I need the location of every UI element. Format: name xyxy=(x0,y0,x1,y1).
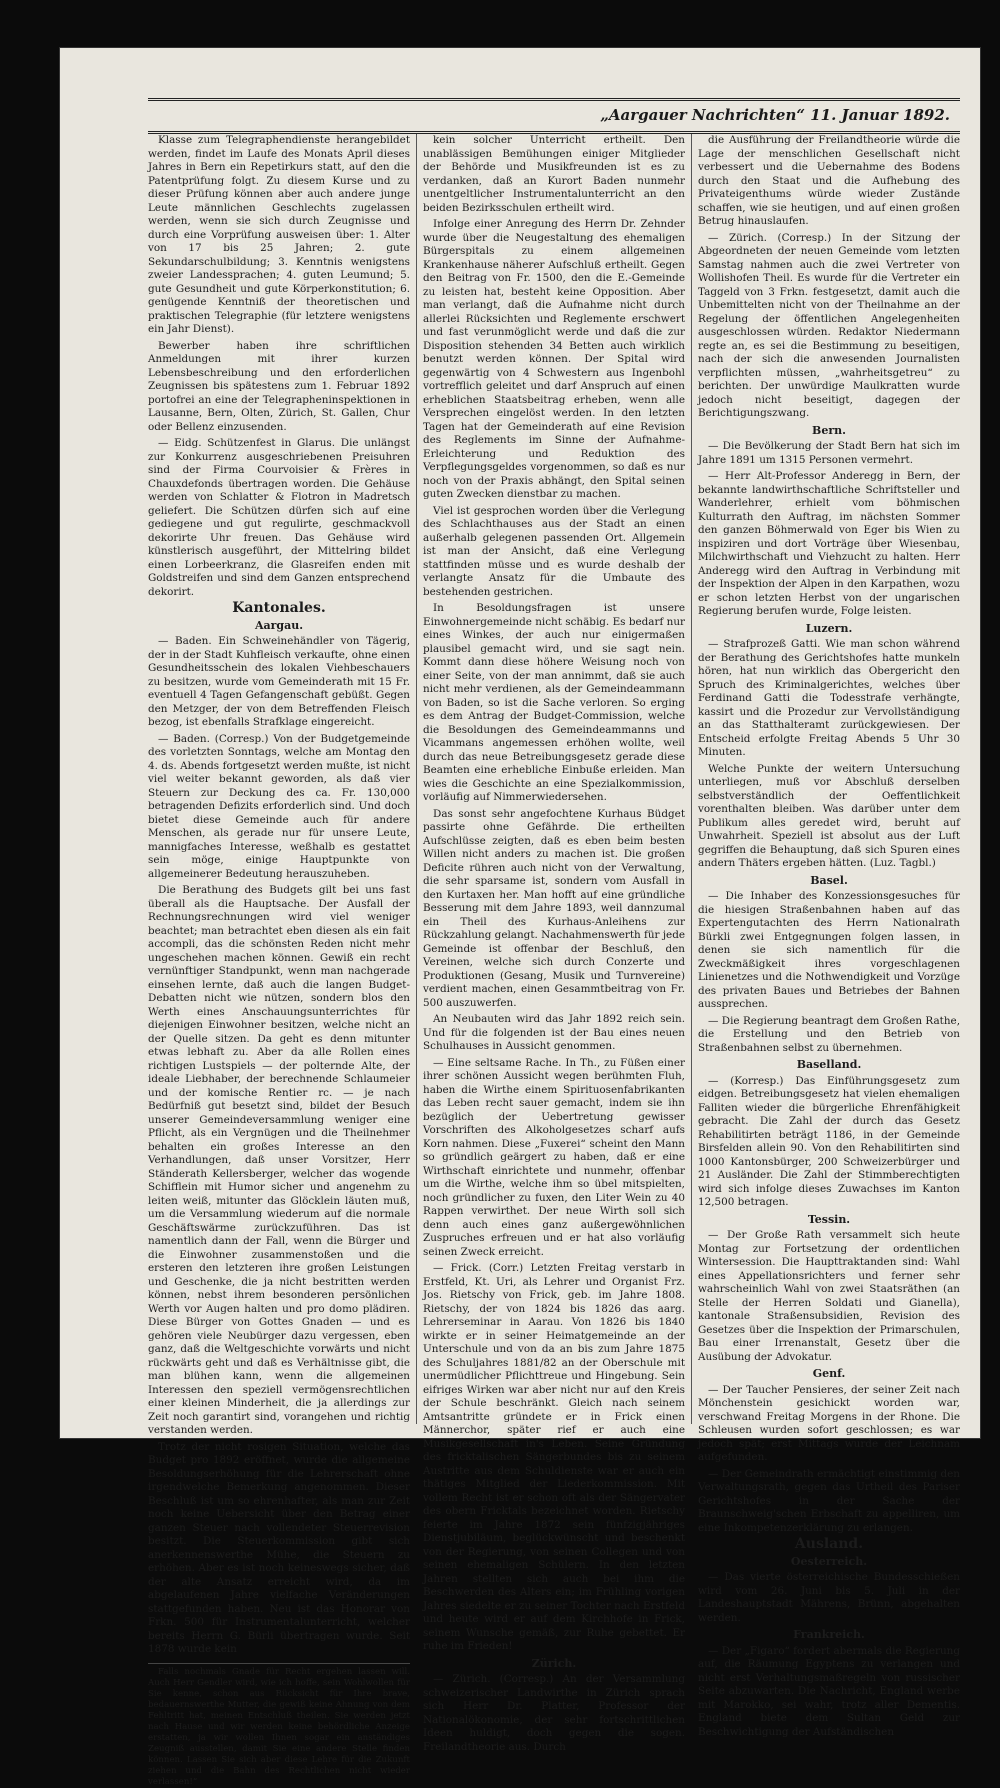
article-text: — Der Taucher Pensieres, der seiner Zeit nach Mönchenstein gesichickt worden war, verschwand Freitag Morgens in der Rhone. Die Schleusen wurden sofort geschlossen; es war jedoch spät; erst Mittags wurde der Leichnam aufgefunden. xyxy=(698,1383,960,1463)
section-heading-kantonales: Kantonales. xyxy=(232,600,326,616)
article-text: — Zürich. (Corresp.) An der Versammlung schweizerischer Landwirthe in Zürich sprach sich Herr Dr. Platter, Professor der Nationalökonomie, der sehr fortschrittlichen Ideen huldigt, doch gegen die sogen. Freilandtheorie aus. Durch xyxy=(423,1673,685,1753)
section-heading-aargau: Aargau. xyxy=(254,618,304,632)
section-heading-frankreich: Frankreich. xyxy=(793,1628,865,1641)
column-3 xyxy=(698,134,960,1738)
article-text: Bewerber haben ihre schriftlichen Anmeldungen mit ihrer kurzen Lebensbeschreibung und den erforderlichen Zeugnissen bis spätestens zum 1. Februar 1892 portofrei an eine der Telegrapheninspektionen in Lausanne, Bern, Olten, Zürich, St. Gallen, Chur oder Bellenz einzusenden. xyxy=(148,339,410,433)
article-text: — (Korresp.) Das Einführungsgesetz zum eidgen. Betreibungsgesetz hat vielen ehemaligen Falliten wieder die bürgerliche Ehrenfähigkeit gebracht. Die Zahl der durch das Gesetz Rehabilitirten beträgt 1186, in der Gemeinde Birsfelden allein 90. Von den Rehabilitirten sind 1000 Kantonsbürger, 200 Schweizerbürger und 21 Ausländer. Die Zahl der Stimmberechtigten wird sich infolge dieses Zuwachses im Kanton 12,500 betragen. xyxy=(698,1074,960,1208)
article-text: An Neubauten wird das Jahr 1892 reich sein. Und für die folgenden ist der Bau eines neuen Schulhauses in Aussicht genommen. xyxy=(423,1013,685,1052)
article-text: — Eidg. Schützenfest in Glarus. Die unlängst zur Konkurrenz ausgeschriebenen Preisuhren sind der Firma Courvoisier & Frères in Chauxdefonds übertragen worden. Die Gehäuse werden von Schlatter & Flotron in Madretsch geliefert. Die Schützen dürfen sich auf eine gediegene und gut regulirte, geschmackvoll dekorirte Uhr freuen. Das Gehäuse wird künstlerisch ausgeführt, der Mittelring bildet einen Lorbeerkranz, die Glasreifen enden mit Goldstreifen und sind dem Ganzen entsprechend dekorirt. xyxy=(148,437,410,598)
article-text: — Der Große Rath versammelt sich heute Montag zur Fortsetzung der ordentlichen Wintersession. Die Haupttraktanden sind: Wahl eines Appellationsrichters und ferner sehr wahrscheinlich Wahl von zwei Staatsräthen (an Stelle der Herren Soldati und Gianella), kantonale Straßensubsidien, Revision des Gesetzes über die Inspektion der Primarschulen, Bau einer Irrenanstalt, Gesetz über die Ausübung der Advokatur. xyxy=(698,1229,960,1363)
section-heading-baselland: Baselland. xyxy=(796,1058,862,1071)
section-heading-luzern: Luzern. xyxy=(805,621,853,635)
article-text: — Frick. (Corr.) Letzten Freitag verstarb in Erstfeld, Kt. Uri, als Lehrer und Organist Frz. Jos. Rietschy von Frick, geb. im Jahre 1808. Rietschy, der von 1824 bis 1826 das aarg. Lehrerseminar in Aarau. Von 1826 bis 1840 wirkte er in seiner Heimatgemeinde an der Unterschule und von da an bis zum Jahre 1875 des Schuljahres 1881/82 an der Oberschule mit unermüdlicher Pflichttreue und Hingebung. Sein eifriges Wirken war aber nicht nur auf den Kreis der Schule beschränkt. Gleich nach seinem Amtsantritte gründete er in Frick einen Männerchor, später rief er auch eine Musikgesellschaft in's Leben. Seine Gründung des fricktalischen Sängerbundes bis zu seinem Austritte aus dem Schuldienste war er auch ein thätiges Mitglied der Liederkommission. Mit vollem Recht ist er schon oft als der Sängervater des obern Fricktals bezeichnet worden. Rietschy feierte im Jahre 1872 sein fünfzigjähriges Dienstjubiläum, beglückwünscht und beschenkt von der Regierung, von seinen Collegen und von seinen ehemaligen Schülern. In den letzten Jahren stellten sich auch bei ihm die Beschwerden des Alters ein; im Frühling vorigen Jahres siedelte er zu seiner Tochter nach Erstfeld und heute wird er auf dem Kirchhofe in Frick, seinem Wunsche gemäß, zur Ruhe gebettet. Er ruhe im Frieden! xyxy=(423,1262,685,1652)
section-heading-bern: Bern. xyxy=(812,423,846,437)
masthead-title: „Aargauer Nachrichten“ 11. Januar 1892. xyxy=(600,106,950,124)
article-text: — Der „Figaro“ fordert abermals die Regierung auf, die Räumung Egyptens zu verlangen und nicht erst Verhaltungsmaßregeln von russischer Seite abzuwarten. Die Nachricht, England werbe mit Marokko, sei wahr, trotz aller Dementis. England biete dem Sultan Geld zur Beschwichtigung der Aufständischen xyxy=(698,1644,960,1738)
column-1 xyxy=(148,134,410,1787)
article-text: — Die Inhaber des Konzessionsgesuches für die hiesigen Straßenbahnen haben auf das Expertengutachten des Herrn Nationalrath Bürkli zwei Entgegnungen folgen lassen, in denen sie sich namentlich für die Zweckmäßigkeit ihres vorgeschlagenen Linienetzes und die Nothwendigkeit und Vorzüge des privaten Baues und Betriebes der Bahnen aussprechen. xyxy=(698,890,960,1010)
article-text: — Der Gemeindrath ermächtigt einstimmig den Verwaltungsrath, gegen das Urtheil des Pariser Gerichtshofes in der Sache der Braunschweig'schen Erbschaft zu appelliren, um eine Inkompetenzerklärung zu erlangen. xyxy=(698,1467,960,1534)
masthead xyxy=(148,98,960,134)
article-text: die Ausführung der Freilandtheorie würde die Lage der menschlichen Gesellschaft nicht verbessert und die Uebernahme des Bodens durch den Staat und die Aufhebung des Privateigenthums würde wieder Zustände schaffen, wie sie heutigen, und auf einen großen Betrug hinauslaufen. xyxy=(698,134,960,227)
article-text: Klasse zum Telegraphendienste herangebildet werden, findet im Laufe des Monats April dieses Jahres in Bern ein Repetirkurs statt, auf den die Patentprüfung folgt. Zu diesem Kurse und zu dieser Prüfung können aber auch andere junge Leute männlichen Geschlechts zugelassen werden, wenn sie sich durch Zeugnisse und durch eine Vorprüfung ausweisen über: 1. Alter von 17 bis 25 Jahren; 2. gute Sekundarschulbildung; 3. Kenntnis wenigstens zweier Landessprachen; 4. guten Leumund; 5. gute Gesundheit und gute Körperkonstitution; 6. genügende Kenntniß der theoretischen und praktischen Telegraphie (für letztere wenigstens ein Jahr Dienst). xyxy=(148,134,410,335)
article-text: In Besoldungsfragen ist unsere Einwohnergemeinde nicht schäbig. Es bedarf nur eines Winkes, der auch nur einigermaßen plausibel gemacht wird, und sie sagt nein. Kommt dann diese höhere Weisung noch von einer Seite, von der man annimmt, daß sie auch nicht mehr verdienen, als der Gemeindeammann von Baden, so ist die Sache verloren. So erging es dem Antrag der Budget-Commission, welche die Besoldungen des Gemeindeammanns und Vicammans angemessen erhöhen wollte, weil durch das neue Betreibungsgesetz gerade diese Beamten eine erhebliche Einbuße erleiden. Man wies die Geschichte an eine Spezialkommission, vorläufig auf Nimmerwiedersehen. xyxy=(423,602,685,803)
article-text: — Die Regierung beantragt dem Großen Rathe, die Erstellung und den Betrieb von Straßenbahnen selbst zu übernehmen. xyxy=(698,1014,960,1054)
feuilleton-text: Falls nochmals Gnade für Recht ergehen lassen will. Auch Herr Gendler wird, wie ich hoffe, sein Wohlwollen für Sie kenne, schon aus Rücksicht für Ihre brave, bedauernswerthe Mutter, die gewiß keine Ahnung von dem Fehltritt hat, meinen Entschluß theilen. Sie werden jetzt nach Hause und wir werden keine behördliche Anzeige erstatten, ja wir wollen Ihnen sogar ein anständiges Zeugniß ausstellen, damit Sie eine andere Stelle finden können. Lassen Sie sich aber diese Lehre für die Zukunft ziehen und die Bahn des Rechtlichen nicht wieder verlassen!“ xyxy=(148,1663,410,1788)
article-text: — Baden. Ein Schweinehändler von Tägerig, der in der Stadt Kuhfleisch verkaufte, ohne einen Gesundheitsschein des lokalen Viehbeschauers zu besitzen, wurde vom Gemeinderath mit 15 Fr. eventuell 4 Tagen Gefangenschaft gebüßt. Gegen den Metzger, der von dem Betreffenden Fleisch bezog, ist ebenfalls Strafklage eingereicht. xyxy=(148,635,410,728)
article-text: — Zürich. (Corresp.) In der Sitzung der Abgeordneten der neuen Gemeinde vom letzten Samstag nahmen auch die zwei Vertreter von Wollishofen Theil. Es wurde für die Vertreter ein Taggeld von 3 Frkn. festgesetzt, damit auch die Unbemittelten nicht von der Theilnahme an der Regelung der öffentlichen Angelegenheiten ausgeschlossen würden. Redaktor Niedermann regte an, es sei die Bestimmung zu beseitigen, nach der sich die anwesenden Journalisten verpflichten müssen, „wahrheitsgetreu“ zu berichten. Der unwürdige Maulkratten wurde jedoch nicht beseitigt, dagegen der Berichtigungszwang. xyxy=(698,231,960,419)
section-heading-basel: Basel. xyxy=(810,873,848,887)
article-text: Infolge einer Anregung des Herrn Dr. Zehnder wurde über die Neugestaltung des ehemaligen Bürgerspitals zu einem allgemeinen Krankenhause näherer Aufschluß ertheilt. Gegen den Beitrag von Fr. 1500, den die E.-Gemeinde zu leisten hat, besteht keine Opposition. Aber man verlangt, daß die Aufnahme nicht durch allerlei Rücksichten und Reglemente erschwert und fast verunmöglicht werde und daß die zur Disposition stehenden 34 Betten auch wirklich benutzt werden können. Der Spital wird gegenwärtig von 4 Schwestern aus Ingenbohl vortrefflich geleitet und darf Anspruch auf einen erheblichen Staatsbeitrag erheben, wenn alle Versprechen eingelöst werden. In den letzten Tagen hat der Gemeinderath auf eine Revision des Reglements im Sinne der Aufnahme-Erleichterung und Reduktion des Verpflegungsgeldes vorgenommen, so daß es nur noch von der Praxis abhängt, den Spital seinen guten Zwecken dienstbar zu machen. xyxy=(423,218,685,500)
section-heading-zurich: Zürich. xyxy=(531,1656,577,1670)
article-text: — Eine seltsame Rache. In Th., zu Füßen einer ihrer schönen Aussicht wegen berühmten Fluh, haben die Wirthe einem Spirituosenfabrikanten das Leben recht sauer gemacht, indem sie ihn bezüglich der Uebertretung gewisser Vorschriften des Alkoholgesetzes scharf aufs Korn nahmen. Diese „Fuxerei“ scheint den Mann so gründlich geärgert zu haben, daß er eine Wirthschaft einrichtete und nunmehr, offenbar um die Wirthe, welche ihm so übel mitspielten, noch gründlicher zu fuxen, den Liter Wein zu 40 Rappen verwirthet. Der neue Wirth soll sich denn auch eines ganz außergewöhnlichen Zuspruches erfreuen und er hat also vorläufig seinen Zweck erreicht. xyxy=(423,1056,685,1258)
section-heading-oesterreich: Oesterreich. xyxy=(790,1554,868,1568)
article-text: — Die Bevölkerung der Stadt Bern hat sich im Jahre 1891 um 1315 Personen vermehrt. xyxy=(698,440,960,466)
newspaper-page xyxy=(60,48,980,1787)
article-text: Das sonst sehr angefochtene Kurhaus Büdget passirte ohne Gefährde. Die ertheilten Aufschlüsse zeigten, daß es eben beim besten Willen nicht anders zu machen ist. Die großen Deficite rühren auch nicht von der Verwaltung, die sehr sparsame ist, sondern vom Ausfall in den Kurtaxen her. Man hofft auf eine gründliche Besserung mit dem Jahre 1893, weil dannzumal ein Theil des Kurhaus-Anleihens zur Rückzahlung gelangt. Nachahmenswerth für jede Gemeinde ist offenbar der Beschluß, den Vereinen, welche sich durch Conzerte und Produktionen (Gesang, Musik und Turnvereine) verdient machen, einen Gesammtbeitrag von Fr. 500 auszuwerfen. xyxy=(423,807,685,1009)
column-rule xyxy=(416,134,417,1424)
article-text: — Das vierte österreichische Bundesschießen wird vom 26. Juni bis 5. Juli in der Landeshauptstadt Mährens, Brünn, abgehalten werden. xyxy=(698,1571,960,1624)
page-content xyxy=(148,98,960,1787)
article-text: — Strafprozeß Gatti. Wie man schon während der Berathung des Gerichtshofes hatte munkeln hören, hat nun wirklich das Obergericht den Spruch des Kriminalgerichtes, welches über Ferdinand Gatti die Todesstrafe verhängte, kassirt und die Prozedur zur Vervollständigung an das Statthalteramt zurückgewiesen. Der Entscheid erfolgte Freitag Abends 5 Uhr 30 Minuten. xyxy=(698,638,960,758)
column-2 xyxy=(423,134,685,1753)
article-text: Die Berathung des Budgets gilt bei uns fast überall als die Hauptsache. Der Ausfall der Rechnungsrechnungen wird viel weniger beachtet; man betrachtet eben diesen als ein fait accompli, das die schönsten Reden nicht mehr ungeschehen machen können. Gewiß ein recht vernünftiger Standpunkt, wenn man nachgerade einsehen lernte, daß auch die langen Budget-Debatten nicht wie nützen, sondern blos den Werth eines Anschauungsunterrichtes für diejenigen Einwohner besitzen, welche nicht an der Quelle sitzen. Da geht es denn mitunter etwas lebhaft zu. Aber da alle Rollen eines richtigen Lustspiels — der polternde Alte, der ideale Liebhaber, der berechnende Schlaumeier und der komische Rentier rc. — je nach Bedürfniß gut besetzt sind, bildet der Besuch unserer Gemeindeversammlung weniger eine Pflicht, als ein Vergnügen und die Theilnehmer behalten ein großes Interesse an den Verhandlungen, daß unser Vorsitzer, Herr Ständerath Kellersberger, welcher das wogende Schifflein mit Humor sicher und angenehm zu leiten weiß, mitunter das Glöcklein läuten muß, um die Versammlung wiederum auf die normale Geschäftswärme zurückzuführen. Das ist namentlich dann der Fall, wenn die Bürger und die Einwohner zusammenstoßen und die ersteren den letzteren ihre großen Leistungen und Geschenke, die ja nicht bestritten werden können, nebst ihrem besonderen persönlichen Werth vor Augen halten und pro domo plädiren. Diese Bürger von Gottes Gnaden — und es gehören viele Neubürger dazu vergessen, eben ganz, daß die Weltgeschichte vorwärts und nicht rückwärts geht und daß es Verhältnisse gibt, die man blühen kann, wenn die allgemeinen Interessen den speziell vermögensrechtlichen einer kleinen Minderheit, die ja allerdings zur Zeit noch garantirt sind, vorangehen und richtig verstanden werden. xyxy=(148,884,410,1436)
column-rule xyxy=(691,134,692,1424)
section-heading-genf: Genf. xyxy=(812,1367,846,1380)
article-text: kein solcher Unterricht ertheilt. Den unablässigen Bemühungen einiger Mitglieder der Behörde und Musikfreunden ist es zu verdanken, daß an Kurort Baden nunmehr unentgeltlicher Instrumentalunterricht an den beiden Bezirksschulen ertheilt wird. xyxy=(423,134,685,214)
article-text: Trotz der nicht rosigen Situation, welche das Budget pro 1892 eröffnet, wurde die allgemeine Besoldungserhöhung für die Lehrerschaft ohne irgendwelche Bemerkung angenommen. Dieser Beschluß ist um so ehrenhafter, als man zur Zeit noch keine Uebersicht über den Betrag einer ganzen Steuer nach vollendeter Steuerrevision besitzt. Die Steuerkommission gibt sich anerkennenswerthe Mühe, die Steuern zu erhöhen. Aber es ist noch keineswegs sicher, daß der alte Ansatz erreicht wird, da im abgelaufenen Jahre vielfache Veränderungen stattgefunden haben. Neu ist das Honorar von Frkn. 500 für Instrumentalunterricht, welcher bereits Herrn G. Bürli übertragen wurde. Seit 1878 wurde kein xyxy=(148,1440,410,1655)
section-heading-tessin: Tessin. xyxy=(807,1212,851,1226)
article-text: — Baden. (Corresp.) Von der Budgetgemeinde des vorletzten Sonntags, welche am Montag den 4. ds. Abends fortgesetzt werden mußte, ist nicht viel weiter bekannt geworden, als daß vier Steuern zur Deckung des ca. Fr. 130,000 betragenden Defizits erforderlich sind. Und doch bietet diese Gemeinde auch für andere Menschen, als gerade nur für unsere Leute, mannigfaches Interesse, weßhalb es gestattet sein möge, einige Hauptpunkte von allgemeinerer Bedeutung herauszuheben. xyxy=(148,732,410,880)
article-text: Welche Punkte der weitern Untersuchung unterliegen, muß vor Abschluß derselben selbstverständlich der Oeffentlichkeit vorenthalten bleiben. Was darüber unter dem Publikum alles geredet wird, beruht auf Unwahrheit. Speziell ist absolut aus der Luft gegriffen die Behauptung, daß sich Spuren eines andern Thäters ergeben hätten. (Luz. Tagbl.) xyxy=(698,762,960,869)
article-text: Viel ist gesprochen worden über die Verlegung des Schlachthauses aus der Stadt an einen außerhalb gelegenen passenden Ort. Allgemein ist man der Ansicht, daß eine Verlegung stattfinden müsse und es wurde deshalb der verlangte Ansatz für die Umbaute des bestehenden gestrichen. xyxy=(423,504,685,598)
article-text: — Herr Alt-Professor Anderegg in Bern, der bekannte landwirthschaftliche Schriftsteller und Wanderlehrer, erhielt vom böhmischen Kulturrath den Auftrag, im nächsten Sommer den ganzen Böhmerwald von Eger bis Wien zu inspiziren und dort Vorträge über Wiesenbau, Milchwirthschaft und Viehzucht zu halten. Herr Anderegg wird den Auftrag in Verbindung mit der Inspektion der Alpen in den Karpathen, wozu er schon letzten Herbst von der ungarischen Regierung berufen wurde, Folge leisten. xyxy=(698,470,960,617)
section-heading-ausland: Ausland. xyxy=(794,1536,864,1552)
